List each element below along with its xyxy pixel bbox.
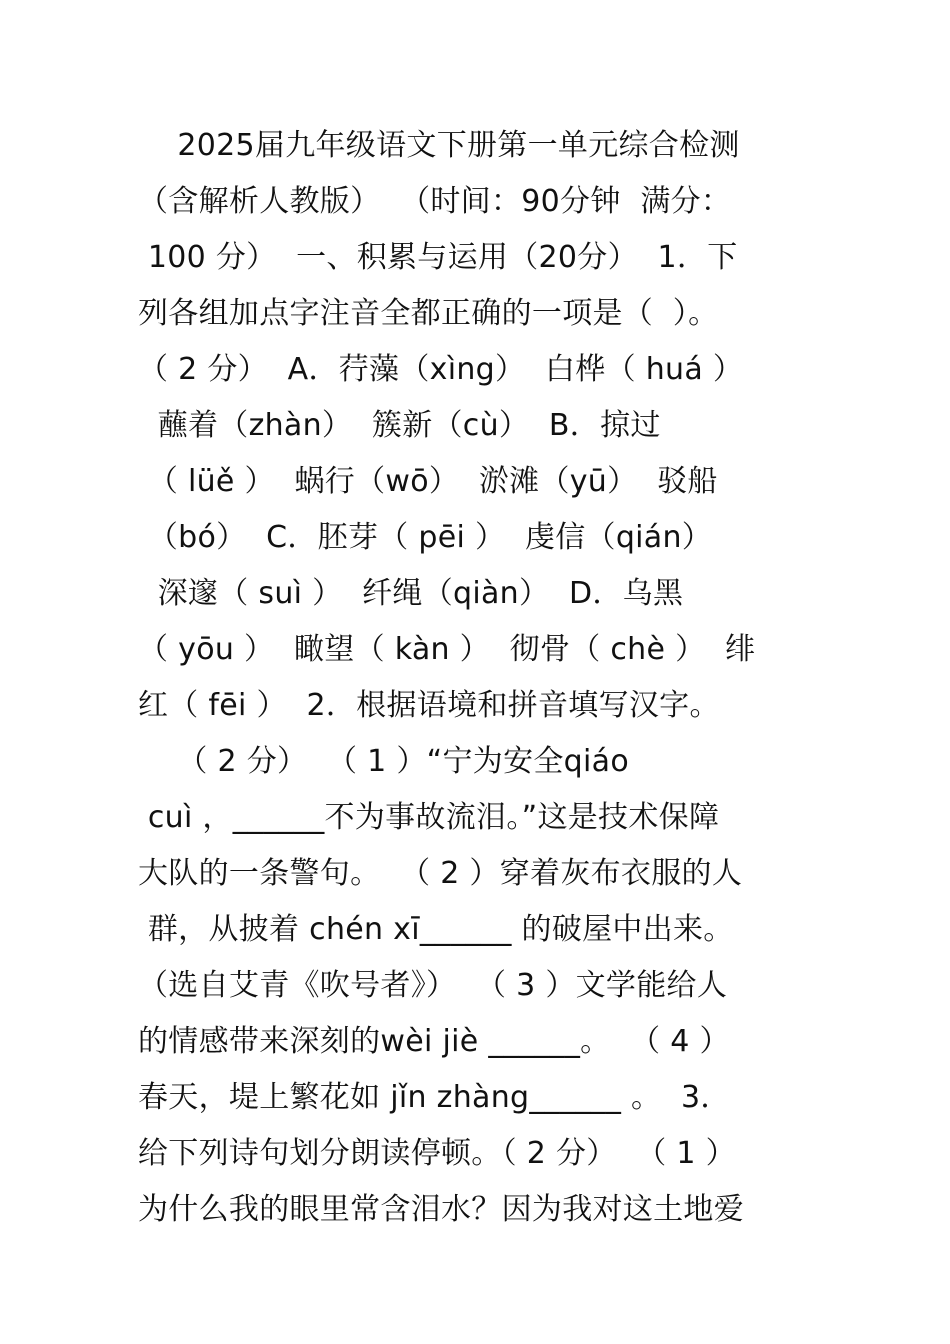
text-line: 红（ fēi ） 2．根据语境和拼音填写汉字。 (138, 688, 720, 723)
text-line: cuì ，______不为事故流泪。”这是技术保障 (138, 800, 720, 835)
text-line: （ 2 分） A．荇藻（xìng） 白桦（ huá ） (138, 352, 744, 387)
text-line: 为什么我的眼里常含泪水？因为我对这土地爱 (138, 1192, 744, 1227)
text-line: （ yōu ） 瞰望（ kàn ） 彻骨（ chè ） 绯 (138, 632, 756, 667)
text-line: 群，从披着 chén xī______ 的破屋中出来。 (138, 912, 734, 947)
text-line: 列各组加点字注音全都正确的一项是（ ）。 (138, 296, 719, 331)
text-line: （ 2 分） （ 1 ）“宁为安全qiáo (138, 744, 629, 779)
text-line: （ lüě ） 蜗行（wō） 淤滩（yū） 驳船 (138, 464, 718, 499)
text-line: 给下列诗句划分朗读停顿。（ 2 分） （ 1 ） (138, 1136, 736, 1171)
text-line: 春天，堤上繁花如 jǐn zhàng______ 。 3． (138, 1080, 731, 1115)
text-line: （选自艾青《吹号者》） （ 3 ）文学能给人 (138, 968, 728, 1003)
title-line: 2025届九年级语文下册第一单元综合检测 (138, 128, 740, 163)
text-line: 的情感带来深刻的wèi jiè ______。 （ 4 ） (138, 1024, 730, 1059)
text-line: 大队的一条警句。 （ 2 ）穿着灰布衣服的人 (138, 856, 743, 891)
text-line: 蘸着（zhàn） 簇新（cù） B．掠过 (138, 408, 661, 443)
text-line: 100 分） 一、积累与运用（20分） 1．下 (138, 240, 738, 275)
text-line: 深邃（ suì ） 纤绳（qiàn） D．乌黑 (138, 576, 684, 611)
text-line: （bó） C．胚芽（ pēi ） 虔信（qián） (138, 520, 713, 555)
text-line: （含解析人教版） （时间：90分钟 满分： (138, 184, 732, 219)
